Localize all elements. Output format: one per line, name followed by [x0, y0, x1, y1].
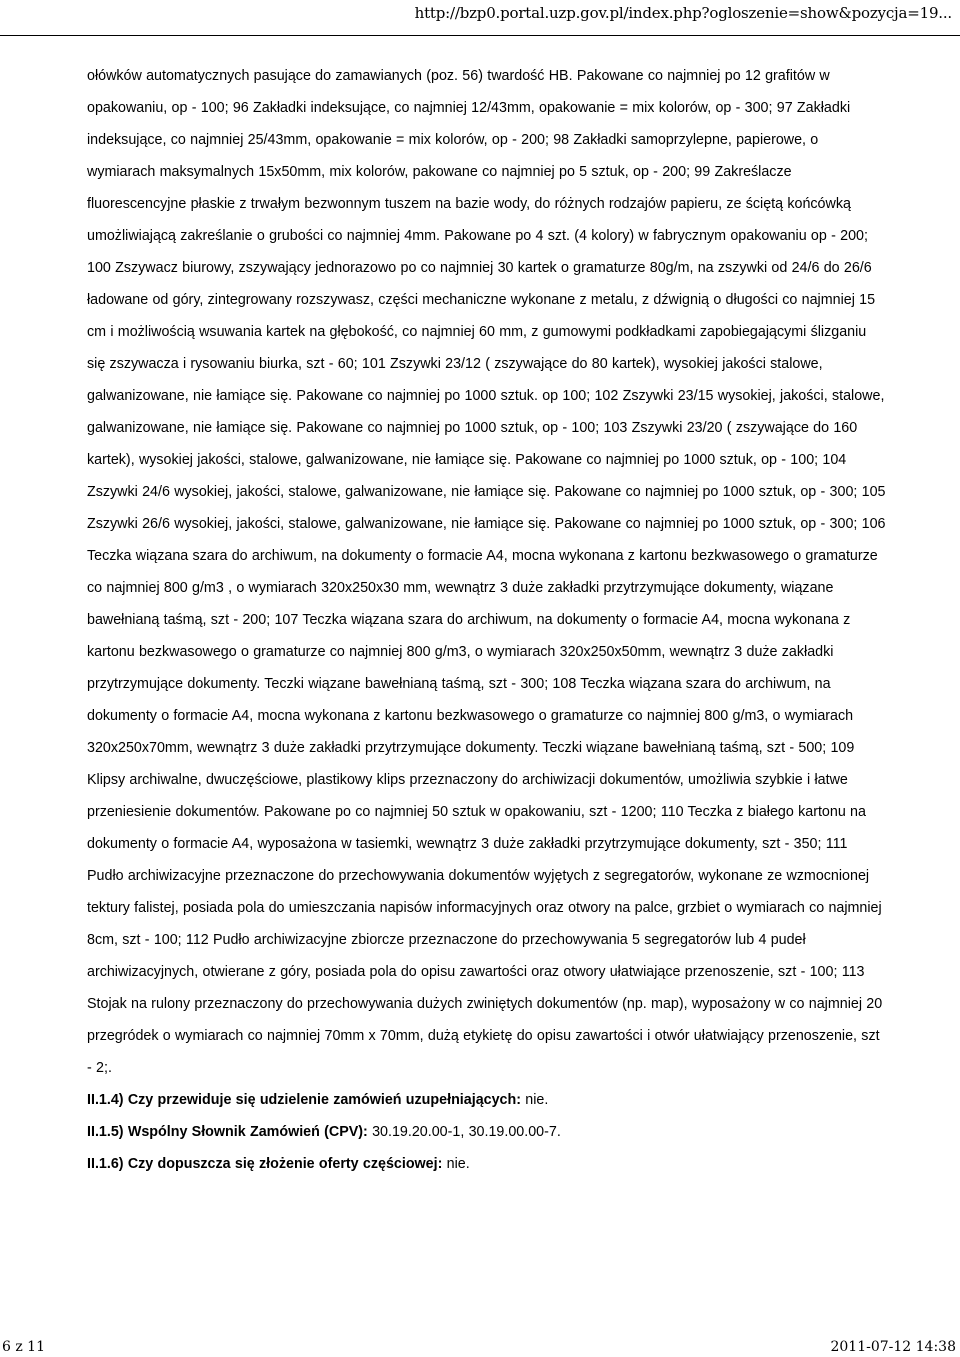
section-value: 30.19.20.00-1, 30.19.00.00-7.	[367, 1124, 561, 1140]
section-label: II.1.6) Czy dopuszcza się złożenie oferty częściowej:	[87, 1156, 443, 1172]
section-label: II.1.4) Czy przewiduje się udzielenie zamówień uzupełniających:	[87, 1092, 522, 1108]
print-datetime: 2011-07-12 14:38	[830, 1339, 956, 1355]
document-content	[87, 60, 887, 1180]
section-value: nie.	[442, 1156, 470, 1172]
section-value: nie.	[521, 1092, 549, 1108]
order-description-text: ołówków automatycznych pasujące do zamawianych (poz. 56) twardość HB. Pakowane co najmniej po 12 grafitów w opakowaniu, op - 100; 96 Zakładki indeksujące, co najmniej 12/43mm, opakowanie = mix kolorów, op - 300; 97 Zakładki indeksujące, co najmniej 25/43mm, opakowanie = mix kolorów, op - 200; 98 Zakładki samoprzylepne, papierowe, o wymiarach maksymalnych 15x50mm, mix kolorów, pakowane co najmniej po 5 sztuk, op - 200; 99 Zakreślacze fluorescencyjne płaskie z trwałym bezwonnym tuszem na bazie wody, do różnych rodzajów papieru, ze ściętą końcówką umożliwiającą zakreślanie o grubości co najmniej 4mm. Pakowane po 4 szt. (4 kolory) w fabrycznym opakowaniu op - 200; 100 Zszywacz biurowy, zszywający jednorazowo po co najmniej 30 kartek o gramaturze 80g/m, na zszywki od 24/6 do 26/6 ładowane od góry, zintegrowany rozszywasz, części mechaniczne wykonane z metalu, z dźwignią o długości co najmniej 15 cm i możliwością wsuwania kartek na głębokość, co najmniej 60 mm, z gumowymi podkładkami zapobiegającymi ślizganiu się zszywacza i rysowaniu biurka, szt - 60; 101 Zszywki 23/12 ( zszywające do 80 kartek), wysokiej jakości stalowe, galwanizowane, nie łamiące się. Pakowane co najmniej po 1000 sztuk. op 100; 102 Zszywki 23/15 wysokiej, jakości, stalowe, galwanizowane, nie łamiące się. Pakowane co najmniej po 1000 sztuk, op - 100; 103 Zszywki 23/20 ( zszywające do 160 kartek), wysokiej jakości, stalowe, galwanizowane, nie łamiące się. Pakowane co najmniej po 1000 sztuk, op - 100; 104 Zszywki 24/6 wysokiej, jakości, stalowe, galwanizowane, nie łamiące się. Pakowane co najmniej po 1000 sztuk, op - 300; 105 Zszywki 26/6 wysokiej, jakości, stalowe, galwanizowane, nie łamiące się. Pakowane co najmniej po 1000 sztuk, op - 300; 106 Teczka wiązana szara do archiwum, na dokumenty o formacie A4, mocna wykonana z kartonu bezkwasowego o gramaturze co najmniej 800 g/m3 , o wymiarach 320x250x30 mm, wewnątrz 3 duże zakładki przytrzymujące dokumenty, wiązane bawełnianą taśmą, szt - 200; 107 Teczka wiązana szara do archiwum, na dokumenty o formacie A4, mocna wykonana z kartonu bezkwasowego o gramaturze co najmniej 800 g/m3, o wymiarach 320x250x50mm, wewnątrz 3 duże zakładki przytrzymujące dokumenty. Teczki wiązane bawełnianą taśmą, szt - 300; 108 Teczka wiązana szara do archiwum, na dokumenty o formacie A4, mocna wykonana z kartonu bezkwasowego o gramaturze co najmniej 800 g/m3, o wymiarach 320x250x70mm, wewnątrz 3 duże zakładki przytrzymujące dokumenty. Teczki wiązane bawełnianą taśmą, szt - 500; 109 Klipsy archiwalne, dwuczęściowe, plastikowy klips przeznaczony do archiwizacji dokumentów, umożliwia szybkie i łatwe przeniesienie dokumentów. Pakowane po co najmniej 50 sztuk w opakowaniu, szt - 1200; 110 Teczka z białego kartonu na dokumenty o formacie A4, wyposażona w tasiemki, wewnątrz 3 duże zakładki przytrzymujące dokumenty, szt - 350; 111 Pudło archiwizacyjne przeznaczone do przechowywania dokumentów wyjętych z segregatorów, wykonane ze wzmocnionej tektury falistej, posiada pola do umieszczania napisów informacyjnych oraz otwory na palce, grzbiet o wymiarach co najmniej 8cm, szt - 100; 112 Pudło archiwizacyjne zbiorcze przeznaczone do przechowywania 5 segregatorów lub 4 pudeł archiwizacyjnych, otwierane z góry, posiada pola do opisu zawartości oraz otwory ułatwiające przenoszenie, szt - 100; 113 Stojak na rulony przeznaczony do przechowywania dużych zwiniętych dokumentów (np. map), wyposażony w co najmniej 20 przegródek o wymiarach co najmniej 70mm x 70mm, dużą etykietę do opisu zawartości i otwór ułatwiający przenoszenie, szt - 2;.	[87, 68, 886, 1076]
page-url: http://bzp0.portal.uzp.gov.pl/index.php?ogloszenie=show&pozycja=19...	[414, 4, 952, 22]
section-cpv	[87, 1116, 887, 1148]
section-label: II.1.5) Wspólny Słownik Zamówień (CPV):	[87, 1124, 368, 1140]
section-partial-offer	[87, 1148, 887, 1180]
page-number: 6 z 11	[2, 1339, 45, 1355]
section-supplementary-orders	[87, 1084, 887, 1116]
header-divider	[0, 35, 960, 36]
